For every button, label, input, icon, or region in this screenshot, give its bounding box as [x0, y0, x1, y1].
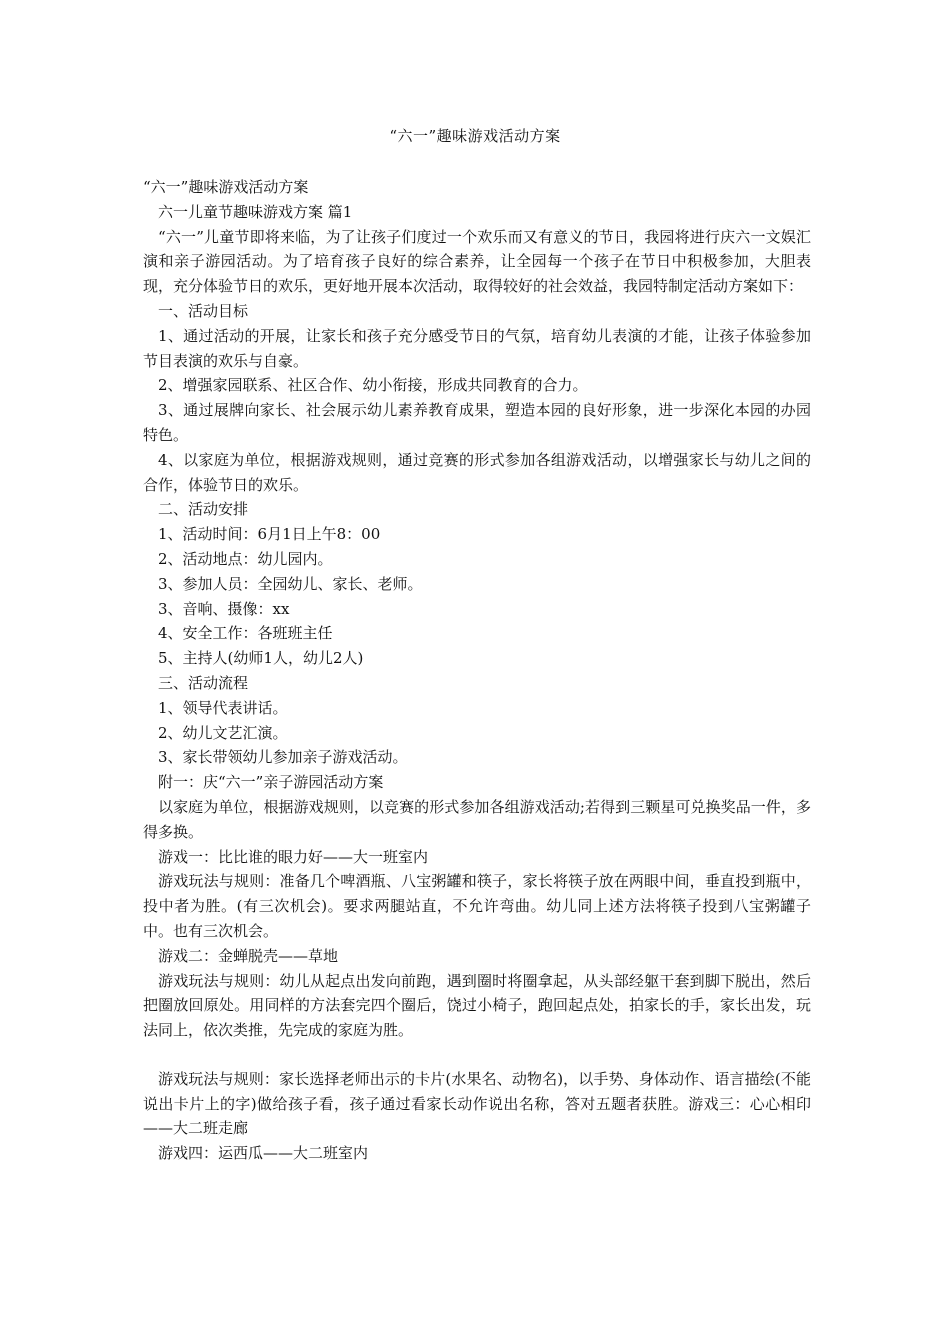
arrangement-item: 5、主持人(幼师1人，幼儿2人) — [158, 649, 364, 668]
subtitle-paragraph: “六一”趣味游戏活动方案 — [143, 178, 309, 196]
arrangement-item: 3、参加人员：全园幼儿、家长、老师。 — [158, 574, 423, 593]
article-heading: 六一儿童节趣味游戏方案 篇1 — [158, 202, 353, 221]
game-rules-paragraph: 游戏玩法与规则：准备几个啤酒瓶、八宝粥罐和筷子，家长将筷子放在两眼中间，垂直投到瓶中，投中者为胜。(有三次机会)。要求两腿站直，不允许弯曲。幼儿同上述方法将筷子投到八宝粥罐子中。也有三次机会。 — [143, 872, 811, 940]
process-item: 1、领导代表讲话。 — [158, 698, 288, 717]
appendix-paragraph: 以家庭为单位，根据游戏规则，以竞赛的形式参加各组游戏活动;若得到三颗星可兑换奖品一件，多得多换。 — [143, 797, 811, 841]
goal-item: 1、通过活动的开展，让家长和孩子充分感受节日的气氛，培育幼儿表演的才能，让孩子体验参加节目表演的欢乐与自豪。 — [143, 326, 811, 370]
appendix-heading: 附一：庆“六一”亲子游园活动方案 — [158, 773, 384, 792]
game-rules-paragraph: 游戏玩法与规则：家长选择老师出示的卡片(水果名、动物名)，以手势、身体动作、语言描绘(不能说出卡片上的字)做给孩子看，孩子通过看家长动作说出名称，答对五题者获胜。游戏三：心心相印——大二班走廊 — [143, 1069, 811, 1138]
goal-item: 2、增强家园联系、社区合作、幼小衔接，形成共同教育的合力。 — [158, 376, 588, 395]
arrangement-item: 3、音响、摄像：xx — [158, 599, 290, 618]
document-title: “六一”趣味游戏活动方案 — [389, 127, 561, 145]
arrangement-item: 1、活动时间：6月1日上午8：00 — [158, 525, 381, 544]
document-body — [143, 175, 811, 1166]
game-rules-paragraph: 游戏玩法与规则：幼儿从起点出发向前跑，遇到圈时将圈拿起，从头部经躯干套到脚下脱出，然后把圈放回原处。用同样的方法套完四个圈后，饶过小椅子，跑回起点处，拍家长的手，家长出发，玩法同上，依次类推，先完成的家庭为胜。 — [143, 971, 811, 1040]
game-heading: 游戏四：运西瓜——大二班室内 — [158, 1144, 369, 1163]
process-item: 3、家长带领幼儿参加亲子游戏活动。 — [158, 748, 408, 767]
arrangement-item: 2、活动地点：幼儿园内。 — [158, 549, 333, 568]
goal-item: 4、以家庭为单位，根据游戏规则，通过竞赛的形式参加各组游戏活动，以增强家长与幼儿之间的合作，体验节日的欢乐。 — [143, 450, 811, 494]
intro-paragraph: “六一”儿童节即将来临，为了让孩子们度过一个欢乐而又有意义的节日，我园将进行庆六一文娱汇演和亲子游园活动。为了培育孩子良好的综合素养，让全园每一个孩子在节日中积极参加，大胆表现，充分体验节日的欢乐，更好地开展本次活动，取得较好的社会效益，我园特制定活动方案如下： — [143, 227, 811, 296]
process-item: 2、幼儿文艺汇演。 — [158, 723, 288, 742]
arrangement-item: 4、安全工作：各班班主任 — [158, 624, 333, 643]
game-heading: 游戏二：金蝉脱壳——草地 — [158, 946, 339, 965]
game-heading: 游戏一：比比谁的眼力好——大一班室内 — [158, 847, 429, 866]
section-heading-process: 三、活动流程 — [158, 673, 249, 692]
goal-item: 3、通过展牌向家长、社会展示幼儿素养教育成果，塑造本园的良好形象，进一步深化本园的办园特色。 — [143, 401, 811, 444]
section-heading-goals: 一、活动目标 — [158, 301, 249, 320]
section-heading-arrangement: 二、活动安排 — [158, 500, 249, 519]
